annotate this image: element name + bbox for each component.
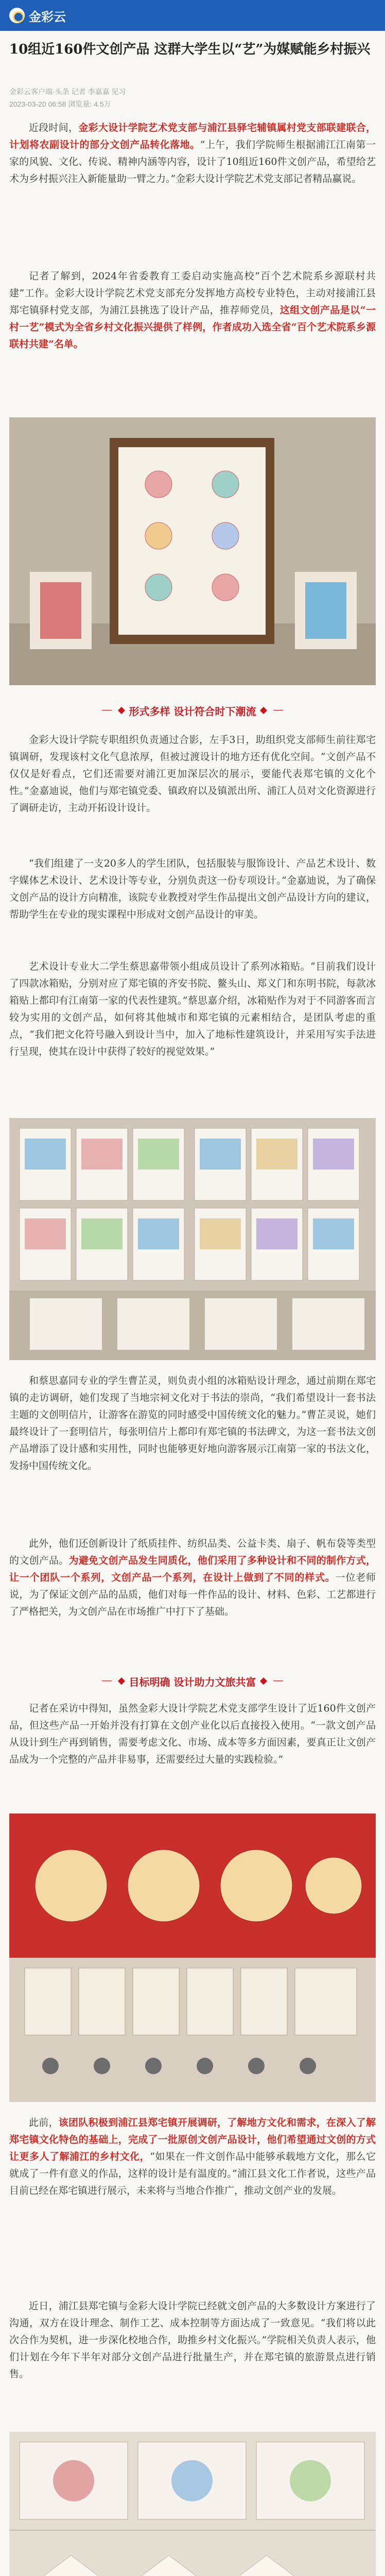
logo-text: 金彩云 bbox=[29, 10, 66, 24]
paragraph-10: 近日，浦江县郑宅镇与金彩大设计学院已经就文创产品的大多数设计方案进行了沟通，双方在设计理念、制作工艺、成本控制等方面达成了一致意见。“我们将以此次合作为契机，进一步深化校地合作，助推乡村文化振兴。”学院相关负责人表示，他们计划在今年下半年对部分文创产品进行批量生产，并在郑宅镇的旅游景点进行销售。 bbox=[9, 2300, 376, 2380]
paragraph-4: “我们组建了一支20多人的学生团队，包括服装与服饰设计、产品艺术设计、数字媒体艺术设计、艺术设计等专业，分别负责这一份专项设计。”金嘉迪说，为了确保文创产品的设计方向精准，该院专业教授对学生作品提出文创产品设计方向的建议，帮助学生在专业的现实课程中形成对文创产品设计的审美。 bbox=[9, 858, 376, 920]
paragraph-3: 金彩大设计学院专职组织负责通过合影，左手3日，助组织党支部师生前往郑宅镇调研，发现该村文化气息浓厚，但被过渡设计的地方还有优化空间。“文创产品不仅仅是好看点，它们还需要对浦江更加深层次的展示，要能代表郑宅镇的文化个性。”金嘉迪说，他们与郑宅镇党委、镇政府以及镇派出所、浦江人员对文化资源进行了调研走访，主动开拓设计设计。 bbox=[9, 734, 376, 814]
diamond-icon bbox=[117, 707, 125, 714]
paragraph-7: 此外，他们还创新设计了纸质挂件、纺织品类、公益卡类、扇子、帆布袋等类型的文创产品。为避免文创产品发生同质化，他们采用了多种设计和不同的制作方式，让一个团队一个系列，文创产品一个系列，在设计上做到了不同的样式。一位老师说，为了保证文创产品的品质，他们对每一件作品的设计、材料、色彩、工艺都进行了严格把关，为文创产品在市场推广中打下了基础。 bbox=[9, 1538, 376, 1617]
article-title: 10组近160件文创产品 这群大学生以“艺”为媒赋能乡村振兴 bbox=[9, 42, 371, 57]
paragraph-8: 记者在采访中得知，虽然金彩大设计学院艺术党支部学生设计了近160件文创产品，但这些产品一开始并没有打算在文创产业化以后直接投入使用。“一款文创产品从设计到生产再到销售，需要考虑文化、市场、成本等多方面因素，要真正让文创产品成为一个完整的产品并非易事，还需要经过大量的实践检验。” bbox=[9, 1703, 376, 1765]
photo-pendants bbox=[9, 1814, 376, 2102]
logo-icon bbox=[9, 8, 25, 23]
photo-bags-fans bbox=[9, 2432, 376, 2576]
section-header-1: 形式多样 设计符合时下潮流 bbox=[9, 697, 376, 724]
diamond-icon bbox=[117, 1677, 125, 1685]
photo-display-frame bbox=[9, 417, 376, 685]
diamond-icon bbox=[260, 707, 267, 714]
paragraph-5: 艺术设计专业大二学生蔡思嘉带领小组成员设计了系列冰箱贴。“目前我们设计了四款冰箱贴，分别对应了郑宅镇的齐安书院、鳌头山、郑义门和东明书院，每款冰箱贴上都印有江南第一家的代表性建筑。”蔡思嘉介绍，冰箱贴作为对于不同游客而言较为实用的文创产品，如何将其他城市和郑宅镇的元素相结合，是团队考虑的重点，“我们把文化符号融入到设计当中，加入了地标性建筑设计，并采用写实手法进行呈现，使其在设计中获得了较好的视觉效果。” bbox=[9, 961, 376, 1057]
paragraph-9: 此前，该团队积极到浦江县郑宅镇开展调研，了解地方文化和需求，在深入了解郑宅镇文化特色的基础上，完成了一批原创文创产品设计，他们希望通过文创的方式让更多人了解浦江的乡村文化，“如果在一件文创作品中能够承载地方文化，那么它就成了一件有意义的作品，这样的设计是有温度的。”浦江县文化工作者说，这些产品目前已经在郑宅镇进行展示，未来将与当地合作推广，推动文创产业的发展。 bbox=[9, 2117, 376, 2196]
paragraph-6: 和蔡思嘉同专业的学生曹芷灵，则负责小组的冰箱贴设计理念，通过前期在郑宅镇的走访调研，她们发现了当地宗祠文化对于书法的崇尚，“我们希望设计一套书法主题的文创明信片，让游客在游览的同时感受中国传统文化的魅力。”曹芷灵说，她们最终设计了一套明信片，每张明信片上都印有郑宅镇的书法碑文，为这一套书法文创产品增添了设计感和实用性，同时也能够更好地向游客展示江南第一家的书法文化，发扬中国传统文化。 bbox=[9, 1375, 376, 1471]
app-logo[interactable] bbox=[9, 7, 66, 25]
article-date: 2023-03-20 06:58 浏览量: 4.5万 bbox=[9, 100, 111, 108]
paragraph-2: 记者了解到，2024年省委教育工委启动实施高校“百个艺术院系乡源联村共建”工作。金彩大设计学院艺术党支部充分发挥地方高校专业特色，主动对接浦江县郑宅镇驿村党支部，为浦江县挑选了设计产品，推荐师党员，这组文创产品是以“一村一艺”模式为全省乡村文化振兴提供了样例，作者成功入选全省“百个艺术院系乡源联村共建”名单。 bbox=[9, 270, 376, 350]
diamond-icon bbox=[260, 1677, 267, 1685]
article-source: 金彩云客户端·头条 记者 李嘉嘉 见习 bbox=[9, 88, 126, 96]
top-bar bbox=[0, 0, 385, 31]
photo-postcards bbox=[9, 1118, 376, 1360]
section-header-2: 目标明确 设计助力文旅共富 bbox=[9, 1667, 376, 1695]
paragraph-1: 近段时间，金彩大设计学院艺术党支部与浦江县驿宅辅镇属村党支部联建联合，计划将农副设计的部分文创产品转化落地。“上午，我们学院师生根据浦江江南第一家的风貌、文化、传说、精神内涵等内容，设计了10组近160件文创产品，希望给艺术为乡村振兴注入新能量助一臂之力。”金彩大设计学院艺术党支部记者精品赢说。 bbox=[9, 122, 376, 184]
